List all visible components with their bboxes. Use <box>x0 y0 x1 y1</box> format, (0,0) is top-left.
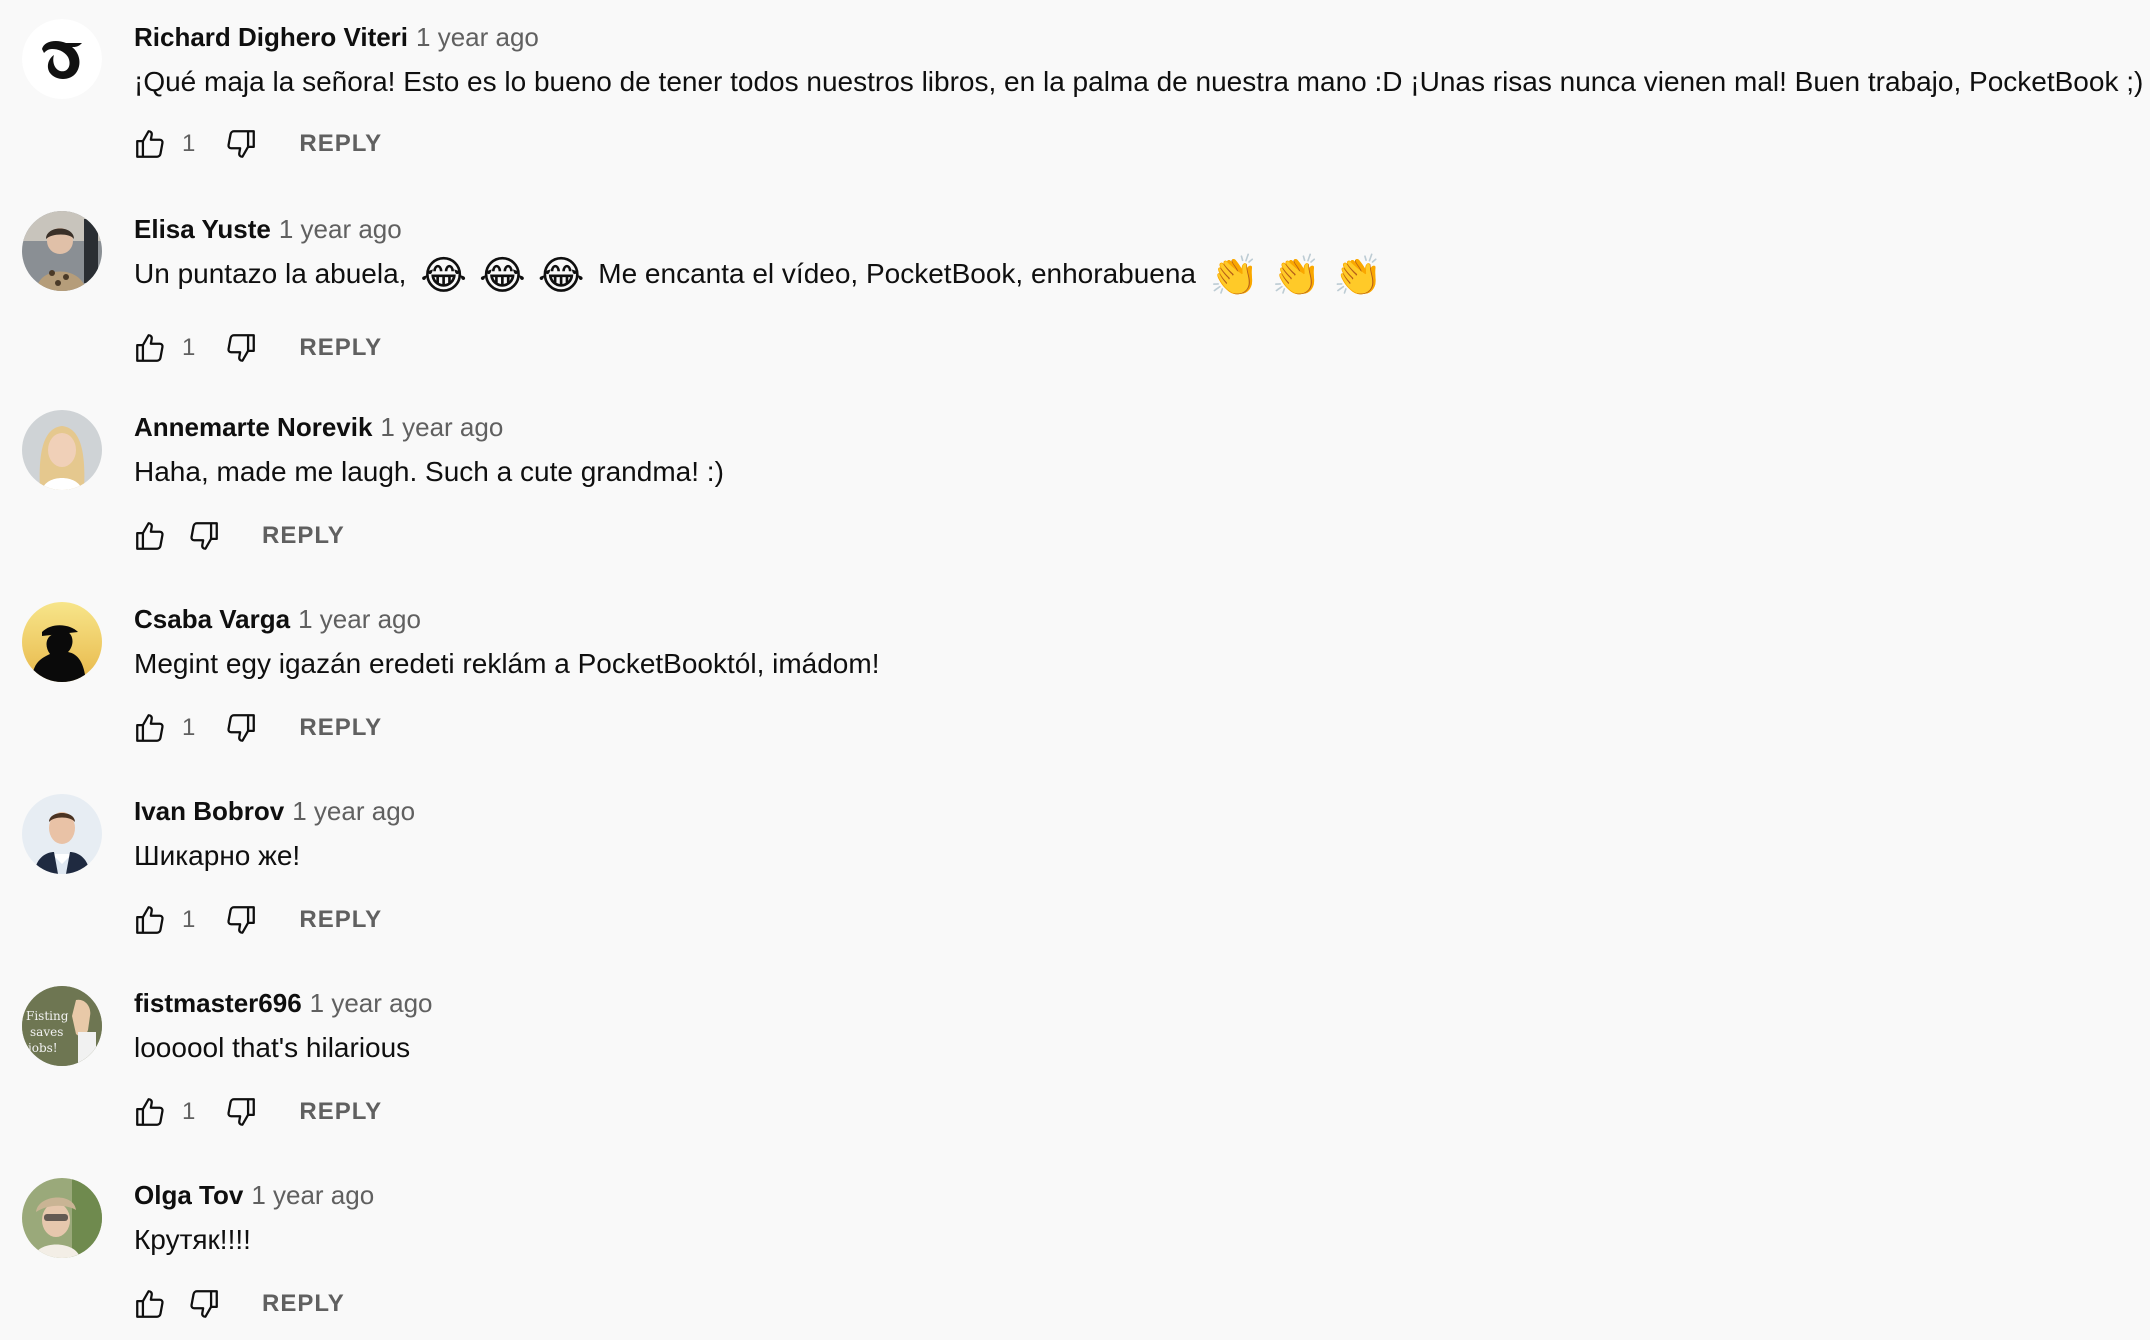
like-count: 1 <box>182 714 196 741</box>
reply-button[interactable]: REPLY <box>262 522 345 549</box>
comment-thread <box>0 968 2150 1160</box>
comment-text: Шикарно же! <box>134 840 301 871</box>
comment-thread <box>0 0 2150 192</box>
comment-actions <box>130 1092 382 1132</box>
comment-header <box>134 1178 374 1212</box>
comment-thread <box>0 392 2150 584</box>
dislike-button[interactable] <box>221 708 261 748</box>
comment-text-part: Un puntazo la abuela, <box>134 258 407 289</box>
thumbs-up-icon <box>133 127 167 161</box>
dislike-button[interactable] <box>221 328 261 368</box>
like-button[interactable] <box>130 708 170 748</box>
author-name[interactable]: Csaba Varga <box>134 604 291 634</box>
comment-text: ¡Qué maja la señora! Esto es lo bueno de tener todos nuestros libros, en la palma de nuestra mano :D ¡Unas risas nunca vienen mal! Buen trabajo, PocketBook ;) <box>134 66 2144 97</box>
avatar[interactable] <box>22 602 102 682</box>
comment-actions <box>130 328 382 368</box>
dislike-button[interactable] <box>184 516 224 556</box>
comment-header <box>134 602 421 636</box>
reply-button[interactable]: REPLY <box>299 334 383 361</box>
author-name[interactable]: fistmaster696 <box>134 988 302 1018</box>
author-name[interactable]: Olga Tov <box>134 1180 244 1210</box>
comment-actions <box>130 900 382 940</box>
thumbs-up-icon <box>133 711 167 745</box>
author-name[interactable]: Elisa Yuste <box>134 214 271 244</box>
comment-header <box>134 986 433 1020</box>
dislike-button[interactable] <box>221 124 261 164</box>
dislike-button[interactable] <box>221 1092 261 1132</box>
laughing-emoji: 😂 <box>478 253 526 299</box>
reply-button[interactable]: REPLY <box>299 130 383 157</box>
thumbs-down-icon <box>224 711 258 745</box>
dislike-button[interactable] <box>221 900 261 940</box>
comment-text: Крутяк!!!! <box>134 1224 251 1255</box>
like-button[interactable] <box>130 124 170 164</box>
avatar[interactable] <box>22 410 102 490</box>
reply-button[interactable]: REPLY <box>262 1290 345 1317</box>
dislike-button[interactable] <box>184 1284 224 1324</box>
clapping-emoji: 👏 <box>1209 253 1260 299</box>
laughing-emoji: 😂 <box>537 253 585 299</box>
like-count: 1 <box>182 1098 196 1125</box>
author-name[interactable]: Annemarte Norevik <box>134 412 373 442</box>
comment-time[interactable]: 1 year ago <box>380 412 504 442</box>
comment-header <box>134 794 415 828</box>
comment-thread <box>0 192 2150 384</box>
comment-time[interactable]: 1 year ago <box>251 1180 375 1210</box>
avatar[interactable] <box>22 794 102 874</box>
thumbs-down-icon <box>224 127 258 161</box>
comment-actions <box>130 708 382 748</box>
comment-header <box>134 212 402 246</box>
reply-button[interactable]: REPLY <box>299 714 383 741</box>
thumbs-up-icon <box>133 1287 167 1321</box>
avatar-text: saves <box>30 1025 64 1039</box>
comment-thread <box>0 1160 2150 1340</box>
comment-time[interactable]: 1 year ago <box>292 796 416 826</box>
thumbs-up-icon <box>133 903 167 937</box>
laughing-emoji: 😂 <box>420 253 467 299</box>
avatar-text: jobs! <box>28 1041 58 1055</box>
comment-header <box>134 20 539 54</box>
thumbs-down-icon <box>224 903 258 937</box>
like-count: 1 <box>182 130 196 157</box>
comment-time[interactable]: 1 year ago <box>309 988 433 1018</box>
like-count: 1 <box>182 334 196 361</box>
avatar[interactable] <box>22 986 102 1066</box>
clapping-emoji: 👏 <box>1271 253 1322 299</box>
comment-header <box>134 410 503 444</box>
comment-actions <box>130 1284 345 1324</box>
avatar-text: Fisting <box>26 1009 69 1023</box>
avatar[interactable] <box>22 1178 102 1258</box>
comment-text: Megint egy igazán eredeti reklám a PocketBooktól, imádom! <box>134 648 880 679</box>
avatar[interactable] <box>22 211 102 291</box>
reply-button[interactable]: REPLY <box>299 1098 383 1125</box>
like-button[interactable] <box>130 516 170 556</box>
like-button[interactable] <box>130 1284 170 1324</box>
comment-actions <box>130 516 345 556</box>
clapping-emoji: 👏 <box>1333 253 1384 299</box>
comment-thread <box>0 584 2150 776</box>
thumbs-down-icon <box>224 331 258 365</box>
like-button[interactable] <box>130 328 170 368</box>
comment-text: loooool that's hilarious <box>134 1032 411 1063</box>
thumbs-down-icon <box>224 1095 258 1129</box>
comment-time[interactable]: 1 year ago <box>278 214 402 244</box>
avatar[interactable] <box>22 19 102 99</box>
thumbs-down-icon <box>187 1287 221 1321</box>
thumbs-up-icon <box>133 519 167 553</box>
comment-time[interactable]: 1 year ago <box>298 604 421 634</box>
comment-actions <box>130 124 382 164</box>
thumbs-down-icon <box>187 519 221 553</box>
like-button[interactable] <box>130 1092 170 1132</box>
comment-text-part: Me encanta el vídeo, PocketBook, enhorabuena <box>598 258 1196 289</box>
like-count: 1 <box>182 906 196 933</box>
comment-thread <box>0 776 2150 968</box>
comment-time[interactable]: 1 year ago <box>416 22 539 52</box>
comment-text <box>134 250 1389 298</box>
comment-text: Haha, made me laugh. Such a cute grandma! :) <box>134 456 724 487</box>
author-name[interactable]: Richard Dighero Viteri <box>134 22 409 52</box>
like-button[interactable] <box>130 900 170 940</box>
reply-button[interactable]: REPLY <box>299 906 383 933</box>
thumbs-up-icon <box>133 1095 167 1129</box>
author-name[interactable]: Ivan Bobrov <box>134 796 285 826</box>
thumbs-up-icon <box>133 331 167 365</box>
